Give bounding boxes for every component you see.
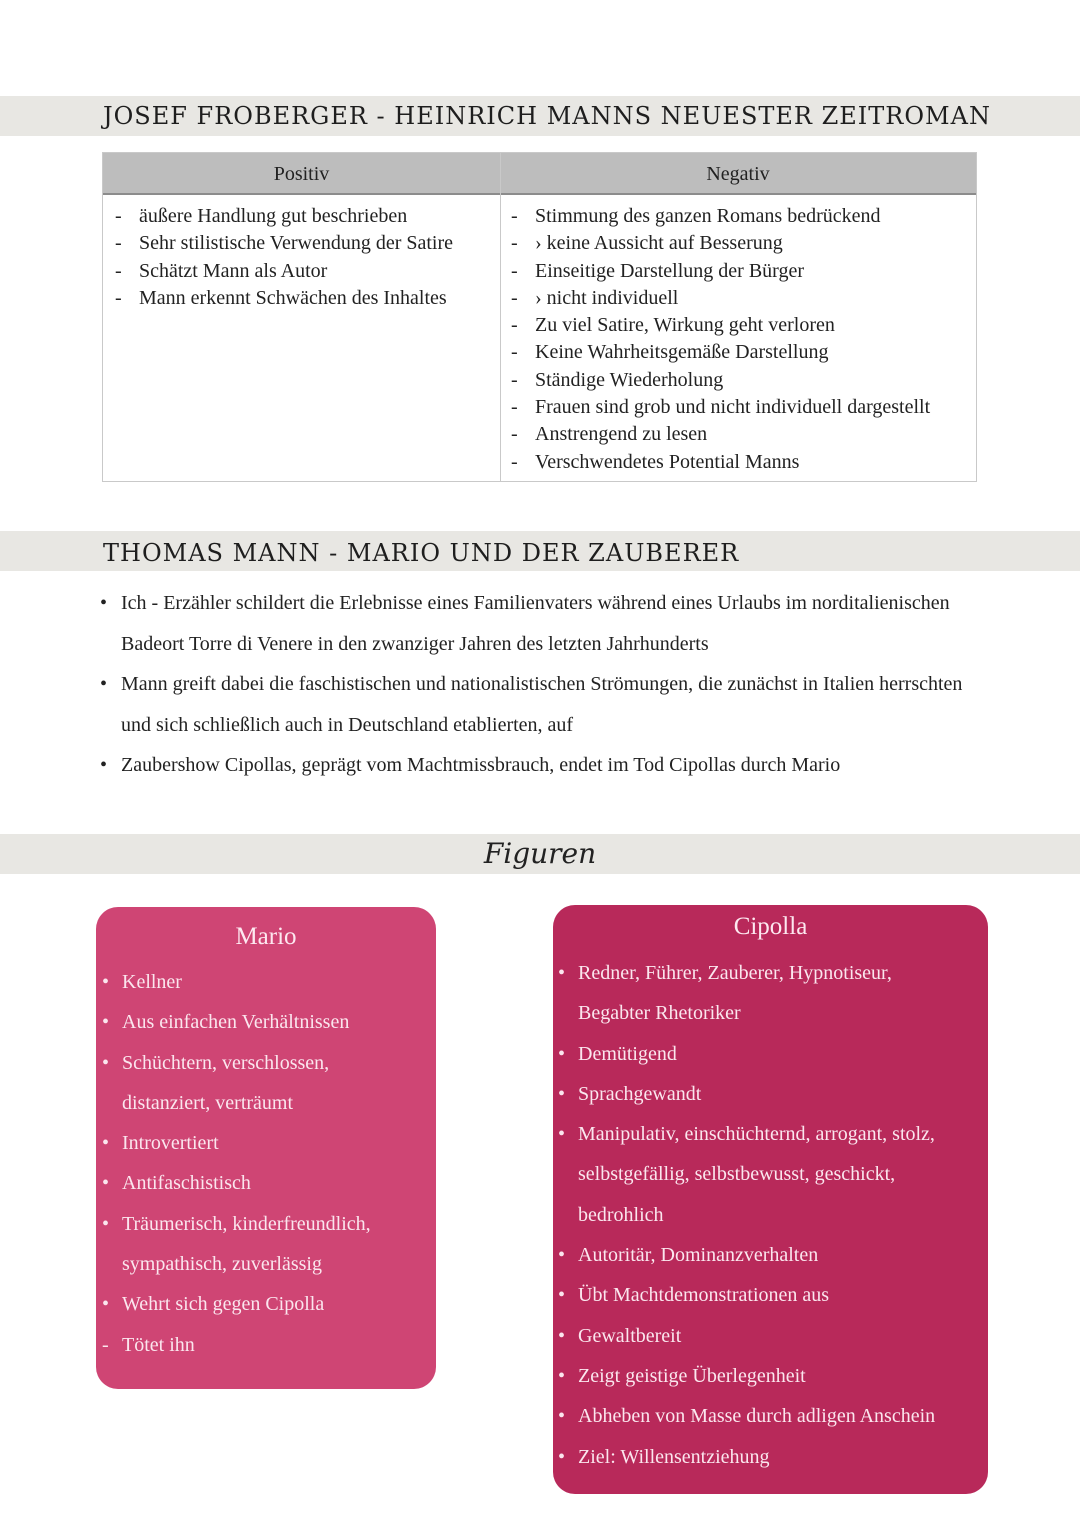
negativ-item-text: Stimmung des ganzen Romans bedrückend [535,205,881,227]
dash-marker: - [115,232,122,255]
positiv-item-text: äußere Handlung gut beschrieben [139,205,408,227]
negativ-item [503,339,930,366]
cipolla-trait-text: selbstgefällig, selbstbewusst, geschickt, [578,1163,896,1186]
dash-marker: - [511,341,518,364]
mario-trait [98,1244,371,1284]
bullet-marker: • [100,592,108,614]
negativ-item-text: Frauen sind grob und nicht individuell dargestellt [535,396,931,419]
bullet-marker: • [100,754,108,776]
cipolla-card [553,905,988,1494]
mario-trait-text: Tötet ihn [122,1333,195,1356]
cipolla-trait [554,953,935,993]
cipolla-trait-text: Demütigend [578,1042,677,1065]
bullet-marker: • [102,1011,110,1034]
summary-item [100,664,980,745]
cipolla-card-title: Cipolla [733,913,808,940]
cipolla-trait-text: Abheben von Masse durch adligen Anschein [578,1405,936,1428]
cipolla-trait [554,1235,935,1275]
section1-header-band [0,96,1080,136]
cipolla-trait [554,1034,935,1074]
negativ-item-text: Anstrengend zu lesen [535,423,708,446]
dash-marker: - [115,286,122,309]
cipolla-trait-text: Manipulativ, einschüchternd, arrogant, stolz, [578,1123,935,1146]
dash-marker: - [511,368,518,391]
mario-trait-text: Wehrt sich gegen Cipolla [122,1293,325,1316]
summary-item-text: Mann greift dabei die faschistischen und nationalistischen Strömungen, die zunächst in Italien herrschten und sich schließlich auch in Deutschland etablierten, auf [121,673,963,736]
cipolla-trait-text: Übt Machtdemonstrationen aus [578,1284,830,1307]
bullet-marker: • [558,1123,566,1146]
negativ-item-text: Zu viel Satire, Wirkung geht verloren [535,314,835,337]
dash-marker: - [511,259,518,282]
dash-marker: - [511,314,518,337]
dash-marker: - [115,205,122,227]
cipolla-trait [554,1074,935,1114]
mario-trait-list [98,962,371,1365]
negativ-item-text: › nicht individuell [535,286,679,309]
bullet-marker: • [102,1293,110,1316]
summary-list [100,583,980,786]
mario-trait [98,1204,371,1244]
table-column-divider [500,153,501,481]
cipolla-trait [554,1154,935,1194]
section1-title: JOSEF FROBERGER - HEINRICH MANNS NEUESTER ZEITROMAN [103,102,991,130]
positiv-item [107,203,453,230]
mario-trait-text: sympathisch, zuverlässig [122,1253,322,1276]
bullet-marker: • [558,1082,566,1105]
bullet-marker: • [102,1212,110,1235]
mario-trait-text: Kellner [122,971,182,993]
dash-marker: - [511,396,518,419]
section2-header-band [0,531,1080,571]
mario-trait [98,1043,371,1083]
dash-marker: - [511,423,518,446]
negativ-item-text: Keine Wahrheitsgemäße Darstellung [535,341,829,364]
cipolla-trait [554,1195,935,1235]
positiv-item-text: Schätzt Mann als Autor [139,259,328,282]
bullet-marker: • [558,1324,566,1347]
bullet-marker: • [558,1364,566,1387]
cipolla-trait [554,1114,935,1154]
bullet-marker: • [558,962,566,984]
summary-item-text: Ich - Erzähler schildert die Erlebnisse eines Familienvaters während eines Urlaubs im norditalienischen Badeort Torre di Venere in den zwanziger Jahren des letzten Jahrhunderts [121,592,950,655]
bullet-marker: • [558,1284,566,1307]
cipolla-trait-text: Gewaltbereit [578,1324,682,1347]
table-header-negativ: Negativ [500,153,976,195]
cipolla-trait [554,1356,935,1396]
cipolla-trait [554,993,935,1033]
bullet-marker: • [558,1244,566,1267]
mario-trait-text: Antifaschistisch [122,1172,251,1195]
mario-trait-text: distanziert, verträumt [122,1091,294,1114]
dash-marker: - [102,1333,109,1356]
mario-trait-text: Introvertiert [122,1132,219,1155]
negativ-item-text: Ständige Wiederholung [535,368,724,391]
mario-trait-text: Schüchtern, verschlossen, [122,1051,330,1074]
figuren-heading: Figuren [483,837,597,870]
cipolla-trait [554,1275,935,1315]
cipolla-trait-text: Autoritär, Dominanzverhalten [578,1244,819,1267]
positiv-item-text: Mann erkennt Schwächen des Inhaltes [139,286,447,309]
negativ-item-text: Einseitige Darstellung der Bürger [535,259,805,282]
negativ-item [503,258,930,285]
cipolla-trait-text: bedrohlich [578,1203,664,1226]
cipolla-trait-text: Zeigt geistige Überlegenheit [578,1364,806,1387]
positiv-list [107,203,453,312]
cipolla-trait [554,1437,935,1477]
negativ-item-text: Verschwendetes Potential Manns [535,450,800,473]
review-table [102,152,977,482]
cipolla-trait-text: Begabter Rhetoriker [578,1002,741,1025]
mario-card-title: Mario [235,923,297,950]
positiv-item-text: Sehr stilistische Verwendung der Satire [139,232,454,255]
mario-trait [98,1284,371,1324]
bullet-marker: • [102,1051,110,1074]
mario-trait [98,1163,371,1203]
mario-trait [98,962,371,1002]
mario-trait [98,1083,371,1123]
bullet-marker: • [102,971,110,993]
bullet-marker: • [100,673,108,695]
cipolla-trait-text: Sprachgewandt [578,1082,702,1105]
section2-title: THOMAS MANN - MARIO UND DER ZAUBERER [103,539,740,567]
bullet-marker: • [558,1445,566,1468]
negativ-item [503,421,930,448]
dash-marker: - [115,259,122,282]
bullet-marker: • [102,1172,110,1195]
bullet-marker: • [102,1132,110,1155]
mario-trait-text: Träumerisch, kinderfreundlich, [122,1212,371,1235]
negativ-item [503,449,930,476]
summary-item [100,583,980,664]
mario-trait-text: Aus einfachen Verhältnissen [122,1011,350,1034]
bullet-marker: • [558,1042,566,1065]
positiv-item [107,258,453,285]
mario-card [96,907,436,1389]
cipolla-trait-list [554,953,935,1477]
negativ-item-text: › keine Aussicht auf Besserung [535,232,783,255]
dash-marker: - [511,205,518,227]
negativ-item [503,312,930,339]
summary-item [100,745,980,786]
negativ-item [503,394,930,421]
positiv-item [107,285,453,312]
mario-trait [98,1002,371,1042]
negativ-list [503,203,930,476]
cipolla-trait-text: Ziel: Willensentziehung [578,1445,770,1468]
cipolla-trait [554,1316,935,1356]
mario-trait [98,1123,371,1163]
cipolla-trait-text: Redner, Führer, Zauberer, Hypnotiseur, [578,962,892,984]
dash-marker: - [511,450,518,473]
mario-trait [98,1325,371,1365]
dash-marker: - [511,232,518,255]
positiv-item [107,230,453,257]
dash-marker: - [511,286,518,309]
negativ-item [503,367,930,394]
table-header-positiv: Positiv [103,153,500,195]
bullet-marker: • [558,1405,566,1428]
negativ-item [503,285,930,312]
negativ-item [503,203,930,230]
cipolla-trait [554,1396,935,1436]
negativ-item [503,230,930,257]
summary-item-text: Zaubershow Cipollas, geprägt vom Machtmissbrauch, endet im Tod Cipollas durch Mario [121,754,841,776]
